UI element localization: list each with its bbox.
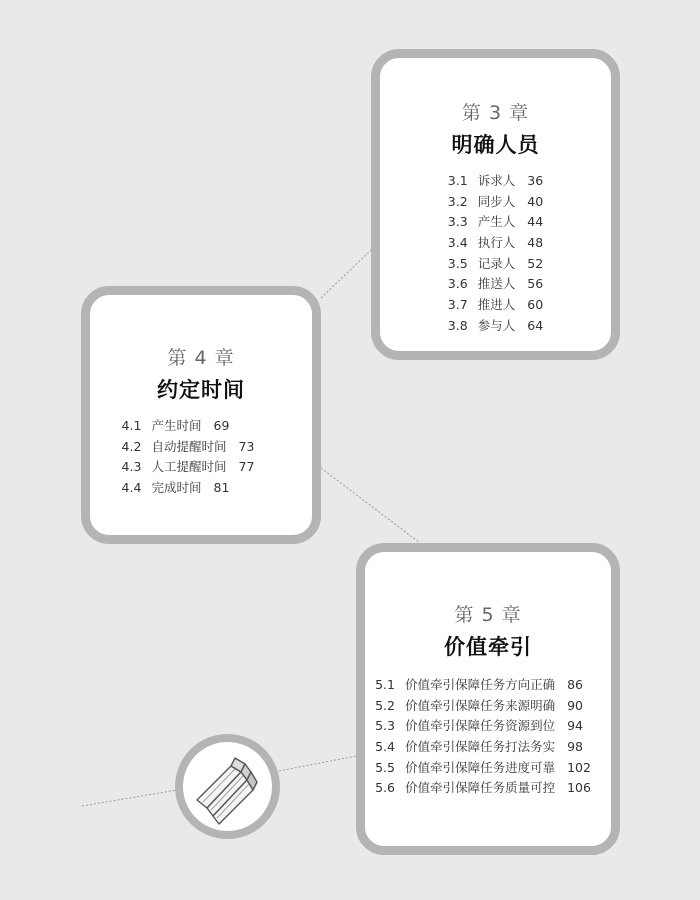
toc-list bbox=[375, 675, 591, 799]
section-title: 执行人 bbox=[477, 235, 516, 251]
chapter-3-card bbox=[371, 49, 620, 360]
toc-item[interactable] bbox=[448, 192, 543, 213]
chapter-number: 第 5 章 bbox=[454, 604, 522, 626]
toc-item[interactable] bbox=[448, 295, 543, 316]
chapter-title: 价值牵引 bbox=[444, 635, 532, 659]
toc-item[interactable] bbox=[448, 212, 543, 233]
page-number: 64 bbox=[527, 317, 544, 333]
page-number: 40 bbox=[527, 193, 544, 209]
page-number: 86 bbox=[567, 677, 583, 692]
toc-item[interactable] bbox=[448, 254, 543, 275]
section-number: 3.1 bbox=[447, 173, 468, 188]
page-number: 69 bbox=[213, 418, 230, 433]
page-number: 56 bbox=[527, 276, 544, 292]
page-number: 44 bbox=[527, 214, 544, 230]
page-number: 81 bbox=[213, 480, 230, 496]
toc-item[interactable] bbox=[448, 233, 543, 254]
section-number: 5.6 bbox=[375, 780, 395, 796]
section-title: 推送人 bbox=[477, 276, 516, 292]
section-title: 人工提醒时间 bbox=[151, 459, 227, 475]
section-number: 3.2 bbox=[447, 193, 468, 209]
section-number: 5.3 bbox=[375, 718, 395, 734]
section-title: 价值牵引保障任务打法务实 bbox=[405, 739, 556, 755]
section-title: 推进人 bbox=[477, 297, 516, 313]
section-number: 3.4 bbox=[447, 235, 468, 251]
section-number: 3.7 bbox=[447, 297, 468, 313]
section-title: 自动提醒时间 bbox=[151, 438, 227, 454]
chapter-title: 约定时间 bbox=[157, 378, 245, 402]
section-number: 5.2 bbox=[375, 697, 395, 713]
toc-list bbox=[122, 416, 255, 499]
toc-list bbox=[448, 171, 543, 337]
section-number: 3.8 bbox=[447, 317, 468, 333]
toc-item[interactable] bbox=[375, 737, 591, 758]
section-title: 记录人 bbox=[477, 255, 516, 271]
section-title: 产生人 bbox=[477, 214, 516, 230]
toc-item[interactable] bbox=[122, 457, 255, 478]
page-number: 77 bbox=[238, 459, 255, 475]
page-number: 94 bbox=[567, 718, 583, 734]
chapter-4-card bbox=[81, 286, 321, 544]
toc-item[interactable] bbox=[375, 716, 591, 737]
section-number: 5.4 bbox=[375, 739, 395, 755]
section-number: 3.5 bbox=[447, 255, 468, 271]
binders-icon bbox=[183, 742, 272, 831]
section-number: 4.1 bbox=[121, 418, 142, 433]
decorative-badge bbox=[175, 734, 280, 839]
chapter-title: 明确人员 bbox=[451, 133, 540, 157]
toc-item[interactable] bbox=[448, 274, 543, 295]
section-title: 价值牵引保障任务质量可控 bbox=[405, 780, 556, 796]
page-number: 98 bbox=[567, 739, 583, 755]
page-number: 48 bbox=[527, 235, 544, 251]
section-title: 价值牵引保障任务进度可靠 bbox=[405, 759, 556, 775]
page-number: 90 bbox=[567, 697, 583, 713]
section-number: 3.6 bbox=[447, 276, 468, 292]
section-number: 3.3 bbox=[447, 214, 468, 230]
chapter-number: 第 4 章 bbox=[167, 347, 235, 369]
section-number: 4.2 bbox=[121, 438, 142, 454]
page-number: 52 bbox=[527, 255, 544, 271]
page-number: 60 bbox=[527, 297, 544, 313]
toc-item[interactable] bbox=[448, 171, 543, 192]
section-title: 产生时间 bbox=[151, 418, 202, 433]
section-title: 诉求人 bbox=[477, 173, 516, 188]
section-number: 4.4 bbox=[121, 480, 142, 496]
page-number: 36 bbox=[527, 173, 544, 188]
toc-item[interactable] bbox=[375, 696, 591, 717]
page-number: 73 bbox=[238, 438, 255, 454]
toc-item[interactable] bbox=[122, 478, 255, 499]
toc-item[interactable] bbox=[122, 437, 255, 458]
section-title: 价值牵引保障任务资源到位 bbox=[405, 718, 556, 734]
section-title: 价值牵引保障任务方向正确 bbox=[405, 677, 556, 692]
section-number: 5.5 bbox=[375, 759, 395, 775]
toc-item[interactable] bbox=[375, 675, 591, 696]
page-number: 106 bbox=[567, 780, 591, 796]
page-number: 102 bbox=[567, 759, 591, 775]
section-number: 4.3 bbox=[121, 459, 142, 475]
section-number: 5.1 bbox=[375, 677, 395, 692]
chapter-number: 第 3 章 bbox=[461, 102, 530, 124]
toc-item[interactable] bbox=[122, 416, 255, 437]
chapter-5-card bbox=[356, 543, 620, 855]
section-title: 价值牵引保障任务来源明确 bbox=[405, 697, 556, 713]
toc-item[interactable] bbox=[375, 758, 591, 779]
section-title: 参与人 bbox=[477, 317, 516, 333]
toc-item[interactable] bbox=[375, 778, 591, 799]
toc-item[interactable] bbox=[448, 316, 543, 337]
section-title: 完成时间 bbox=[151, 480, 202, 496]
section-title: 同步人 bbox=[477, 193, 516, 209]
